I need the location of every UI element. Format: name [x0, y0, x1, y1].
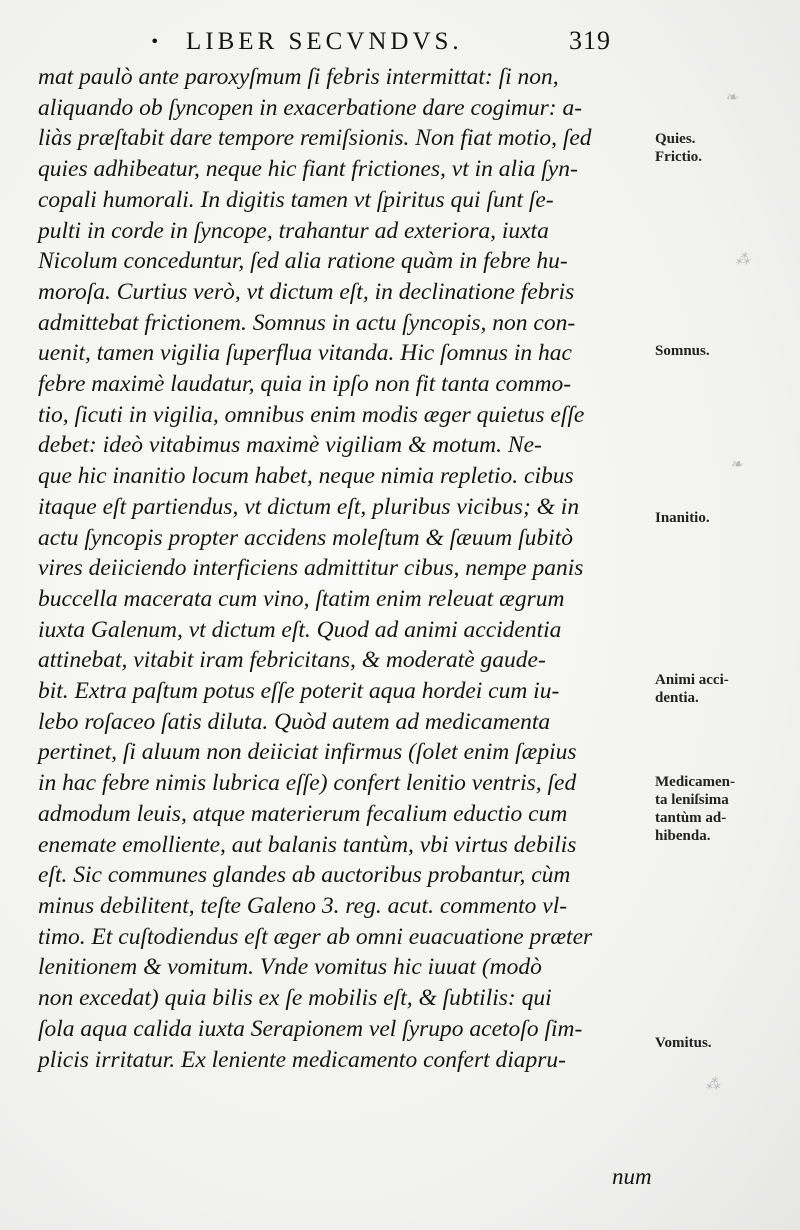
text-line: aliquando ob ſyncopen in exacerbatione dare cogimur: a- — [38, 94, 583, 121]
text-line: mat paulò ante paroxyſmum ſi febris intermittat: ſi non, — [38, 64, 559, 90]
bleed-through-mark: ❧ — [730, 457, 743, 473]
text-line: pulti in corde in ſyncope, trahantur ad exteriora, iuxta — [38, 217, 549, 244]
text-line: tio, ſicuti in vigilia, omnibus enim modis æger quietus eſſe — [38, 401, 585, 428]
bleed-through-mark: ❧ — [725, 90, 738, 106]
margin-note-quies — [655, 130, 702, 166]
text-line: admodum leuis, atque materierum fecalium eductio cum — [38, 800, 568, 827]
text-line: lebo roſaceo ſatis diluta. Quòd autem ad medicamenta — [38, 708, 551, 735]
text-line: buccella macerata cum vino, ſtatim enim releuat ægrum — [38, 585, 565, 612]
text-line: lenitionem & vomitum. Vnde vomitus hic iuuat (modò — [38, 954, 542, 981]
margin-note-vomitus — [655, 1034, 712, 1052]
text-line: uenit, tamen vigilia ſuperflua vitanda. Hic ſomnus in hac — [38, 340, 572, 367]
text-line: in hac febre nimis lubrica eſſe) confert lenitio ventris, ſed — [38, 770, 577, 797]
margin-note-line: Inanitio. — [655, 510, 710, 526]
text-line: copali humorali. In digitis tamen vt ſpiritus qui ſunt ſe- — [38, 186, 554, 213]
margin-note-animi — [655, 671, 729, 707]
text-line: actu ſyncopis propter accidens moleſtum & ſæuum ſubitò — [38, 524, 573, 551]
text-line: moroſa. Curtius verò, vt dictum eſt, in declinatione febris — [38, 278, 575, 305]
text-line: enemate emolliente, aut balanis tantùm, vbi virtus debilis — [38, 831, 577, 858]
margin-note-inanitio — [655, 509, 710, 527]
running-title: LIBER SECVNDVS. — [186, 28, 463, 55]
text-line: ſola aqua calida iuxta Serapionem vel ſyrupo acetoſo ſim- — [38, 1015, 583, 1042]
text-line: minus debilitent, teſte Galeno 3. reg. acut. commento vl- — [38, 892, 568, 919]
text-line: pertinet, ſi aluum non deiiciat infirmus (ſolet enim ſæpius — [38, 739, 577, 766]
text-line: quies adhibeatur, neque hic fiant frictiones, vt in alia ſyn- — [38, 156, 578, 183]
text-line: timo. Et cuſtodiendus eſt æger ab omni euacuatione præter — [38, 923, 593, 950]
text-line: non excedat) quia bilis ex ſe mobilis eſt, & ſubtilis: qui — [38, 985, 552, 1012]
catchword: num — [612, 1164, 652, 1189]
text-line: eſt. Sic communes glandes ab auctoribus probantur, cùm — [38, 862, 571, 889]
text-line: bit. Extra paſtum potus eſſe poterit aqua hordei cum iu- — [38, 678, 560, 705]
body-text — [38, 62, 650, 1075]
margin-note-line: Quies. — [655, 131, 696, 147]
margin-note-line: Somnus. — [655, 343, 710, 359]
margin-note-line: dentia. — [655, 690, 699, 706]
page-number: 319 — [569, 26, 611, 55]
text-line: debet: ideò vitabimus maximè vigiliam & motum. Ne- — [38, 432, 542, 459]
margin-note-line: Animi acci- — [655, 672, 729, 688]
margin-note-line: Medicamen- — [655, 774, 735, 790]
margin-note-line: hibenda. — [655, 828, 711, 844]
text-line: plicis irritatur. Ex leniente medicamento confert diapru- — [38, 1046, 567, 1073]
text-line: vires deiiciendo interficiens admittitur cibus, nempe panis — [38, 555, 584, 582]
text-line: iuxta Galenum, vt dictum eſt. Quod ad animi accidentia — [38, 616, 562, 643]
text-line: admittebat frictionem. Somnus in actu ſyncopis, non con- — [38, 309, 576, 336]
text-line: itaque eſt partiendus, vt dictum eſt, pluribus vicibus; & in — [38, 493, 580, 520]
margin-note-somnus — [655, 342, 710, 360]
bleed-through-mark: ⁂ — [705, 1077, 720, 1093]
margin-note-line: tantùm ad- — [655, 810, 727, 826]
text-line: que hic inanitio locum habet, neque nimia repletio. cibus — [38, 463, 574, 490]
header-ornament: • — [150, 32, 160, 51]
margin-note-line: Frictio. — [655, 149, 703, 165]
margin-note-line: Vomitus. — [655, 1035, 712, 1051]
text-line: febre maximè laudatur, quia in ipſo non fit tanta commo- — [38, 371, 572, 398]
margin-note-line: ta leniſsima — [655, 792, 729, 808]
page-header — [0, 22, 800, 56]
text-line: liàs præſtabit dare tempore remiſsionis. Non fiat motio, ſed — [38, 125, 592, 152]
margin-note-medicamenta — [655, 773, 735, 845]
text-line: attinebat, vitabit iram febricitans, & moderatè gaude- — [38, 647, 546, 674]
text-line: Nicolum conceduntur, ſed alia ratione quàm in febre hu- — [38, 248, 568, 275]
bleed-through-mark: ⁂ — [735, 252, 750, 268]
